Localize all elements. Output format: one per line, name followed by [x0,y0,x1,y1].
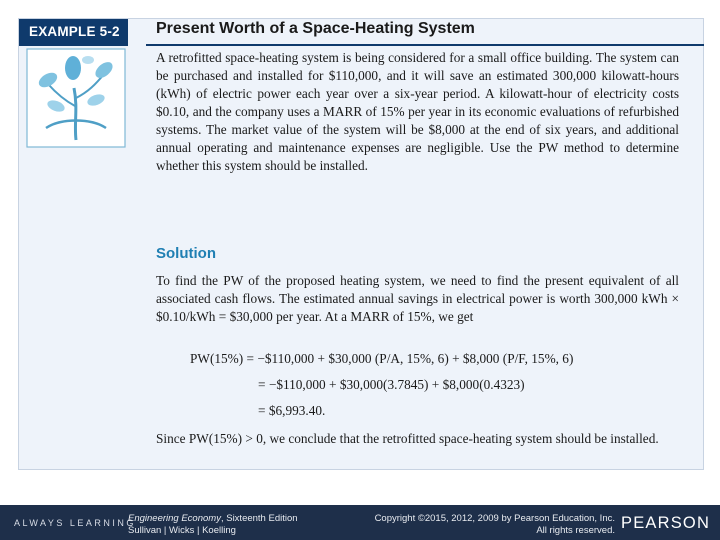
footer-bar [0,505,720,540]
solution-intro: To find the PW of the proposed heating system, we need to find the present equivalent of all associated cash flows. The estimated annual savings in electrical power is worth 300,000 kWh × $0.10/kWh = $30,000 per year. At a MARR of 15%, we get [156,273,679,324]
footer-book-info [128,513,298,537]
rights-text: All rights reserved. [536,525,615,536]
example-label-box [19,19,128,46]
equation-line-1: PW(15%) = −$110,000 + $30,000 (P/A, 15%, 6) + $8,000 (P/F, 15%, 6) [190,351,574,366]
footer-copyright [330,513,615,537]
book-authors: Sullivan | Wicks | Koelling [128,525,236,536]
example-label: EXAMPLE 5-2 [29,24,120,39]
solution-conclusion: Since PW(15%) > 0, we conclude that the retrofitted space-heating system should be installed. [156,431,659,446]
leaf-plant-icon [26,48,126,148]
equation-line-3: = $6,993.40. [258,403,326,418]
example-title: Present Worth of a Space-Heating System [156,20,475,37]
solution-heading: Solution [156,245,216,262]
equation-line-2: = −$110,000 + $30,000(3.7845) + $8,000(0.4323) [258,377,525,392]
pearson-logo: PEARSON [621,514,711,532]
title-divider [146,44,704,46]
book-edition: , Sixteenth Edition [220,513,298,524]
copyright-text: Copyright ©2015, 2012, 2009 by Pearson Education, Inc. [374,513,615,524]
book-title: Engineering Economy [128,513,221,524]
problem-statement: A retrofitted space-heating system is being considered for a small office building. The system can be purchased and installed for $110,000, and it will save an estimated 300,000 kilowatt-hours (kWh) of electric power each year over a six-year period. A kilowatt-hour of electricity costs $0.10, and the company uses a MARR of 15% per year in its economic evaluations of refurbished systems. The market value of the system will be $8,000 at the end of six years, and additional annual operating and maintenance expenses are negligible. Use the PW method to determine whether this system should be installed. [156,50,679,173]
footer-tagline: ALWAYS LEARNING [14,518,136,528]
